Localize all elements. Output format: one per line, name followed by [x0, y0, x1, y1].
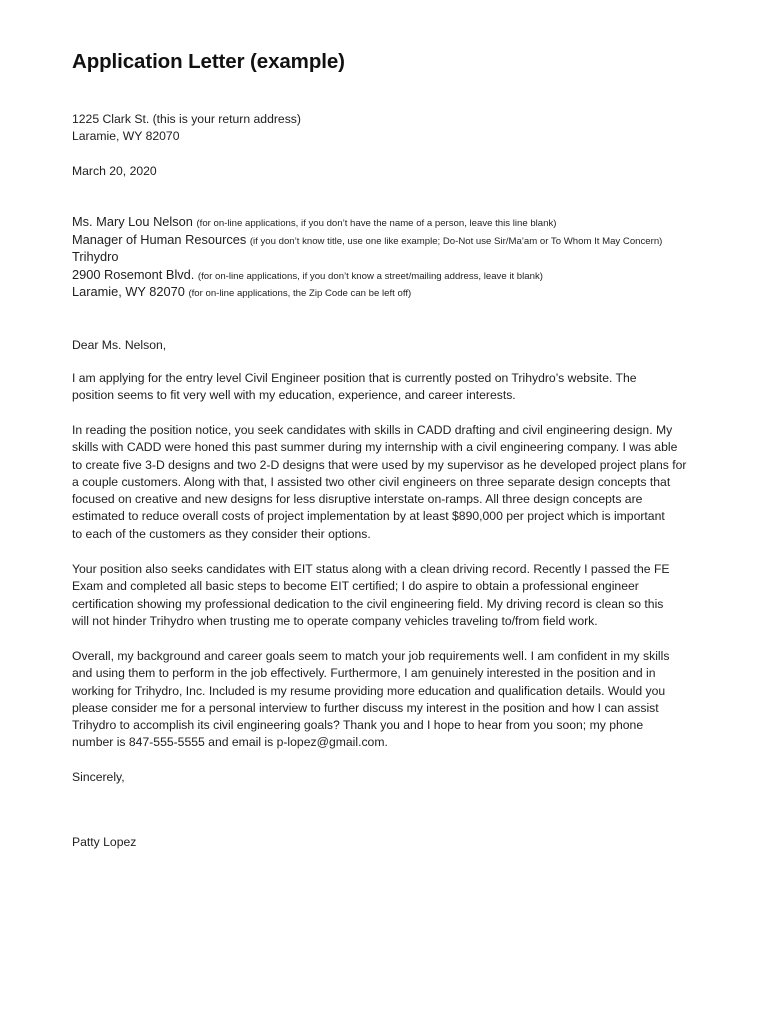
paragraph-line: Trihydro to accomplish its civil engineering goals? Thank you and I hope to hear from you soon; my phone	[72, 718, 644, 733]
recipient-title-note: (if you don’t know title, use one like example; Do-Not use Sir/Ma’am or To Whom It May Concern)	[249, 236, 663, 247]
paragraph-line: working for Trihydro, Inc. Included is my resume providing more education and qualification details. Would you	[72, 683, 666, 698]
paragraph-line: certification showing my professional dedication to the civil engineering field. My driving record is clean so this	[72, 596, 664, 611]
return-address-line-2: Laramie, WY 82070	[72, 129, 180, 143]
recipient-street-note: (for on-line applications, if you don’t know a street/mailing address, leave it blank)	[197, 271, 543, 282]
paragraph-line: estimated to reduce overall costs of project implementation by at least $890,000 per project which is important	[72, 509, 665, 524]
paragraph-line: number is 847-555-5555 and email is p-lopez@gmail.com.	[72, 735, 388, 750]
recipient-city-note: (for on-line applications, the Zip Code can be left off)	[188, 288, 412, 299]
paragraph-line: In reading the position notice, you seek candidates with skills in CADD drafting and civil engineering design. My	[72, 423, 673, 437]
recipient-street: 2900 Rosemont Blvd.	[72, 267, 195, 282]
recipient-company: Trihydro	[72, 249, 119, 264]
paragraph-line: will not hinder Trihydro when trusting me to operate company vehicles traveling to/from field work.	[72, 613, 598, 628]
recipient-name-note: (for on-line applications, if you don’t have the name of a person, leave this line blank)	[196, 218, 557, 229]
paragraph-eit-status	[72, 561, 712, 630]
recipient-company-line	[72, 248, 118, 266]
paragraph-skills	[72, 422, 712, 543]
recipient-city-line	[72, 283, 411, 303]
paragraph-line: focused on creative and new designs for less disruptive interstate on-ramps. All three design concepts are	[72, 492, 643, 507]
paragraph-intro	[72, 370, 712, 405]
paragraph-line: and using them to perform in the job effectively. Furthermore, I am genuinely interested in the position and in	[72, 666, 656, 681]
paragraph-line: skills with CADD were honed this past summer during my internship with a civil engineering company. I was able	[72, 440, 678, 455]
paragraph-closing	[72, 648, 712, 752]
recipient-name: Ms. Mary Lou Nelson	[72, 214, 193, 229]
paragraph-line: I am applying for the entry level Civil Engineer position that is currently posted on Trihydro’s website. The	[72, 371, 637, 385]
recipient-title-line	[72, 231, 662, 251]
recipient-name-line	[72, 213, 556, 233]
return-address-line-1: 1225 Clark St. (this is your return address)	[72, 112, 301, 126]
signature-name: Patty Lopez	[72, 835, 137, 849]
paragraph-line: Your position also seeks candidates with EIT status along with a clean driving record. Recently I passed the FE	[72, 562, 670, 576]
closing: Sincerely,	[72, 770, 125, 784]
paragraph-line: please consider me for a personal interview to further discuss my interest in the position and how I can assist	[72, 700, 659, 715]
recipient-title: Manager of Human Resources	[72, 232, 247, 247]
document-title: Application Letter (example)	[72, 50, 345, 73]
salutation: Dear Ms. Nelson,	[72, 338, 167, 352]
recipient-city: Laramie, WY 82070	[72, 284, 185, 299]
paragraph-line: a couple customers. Along with that, I assisted two other civil engineers on three separate design concepts that	[72, 474, 671, 489]
paragraph-line: Overall, my background and career goals seem to match your job requirements well. I am confident in my skills	[72, 649, 670, 663]
letter-date: March 20, 2020	[72, 164, 157, 178]
paragraph-line: to create five 3-D designs and two 2-D designs that were used by my supervisor as he developed project plans for	[72, 457, 687, 472]
paragraph-line: position seems to fit very well with my education, experience, and career interests.	[72, 388, 516, 403]
paragraph-line: Exam and completed all basic steps to become EIT certified; I do aspire to obtain a professional engineer	[72, 579, 639, 594]
paragraph-line: to each of the customers as they consider their options.	[72, 526, 371, 541]
